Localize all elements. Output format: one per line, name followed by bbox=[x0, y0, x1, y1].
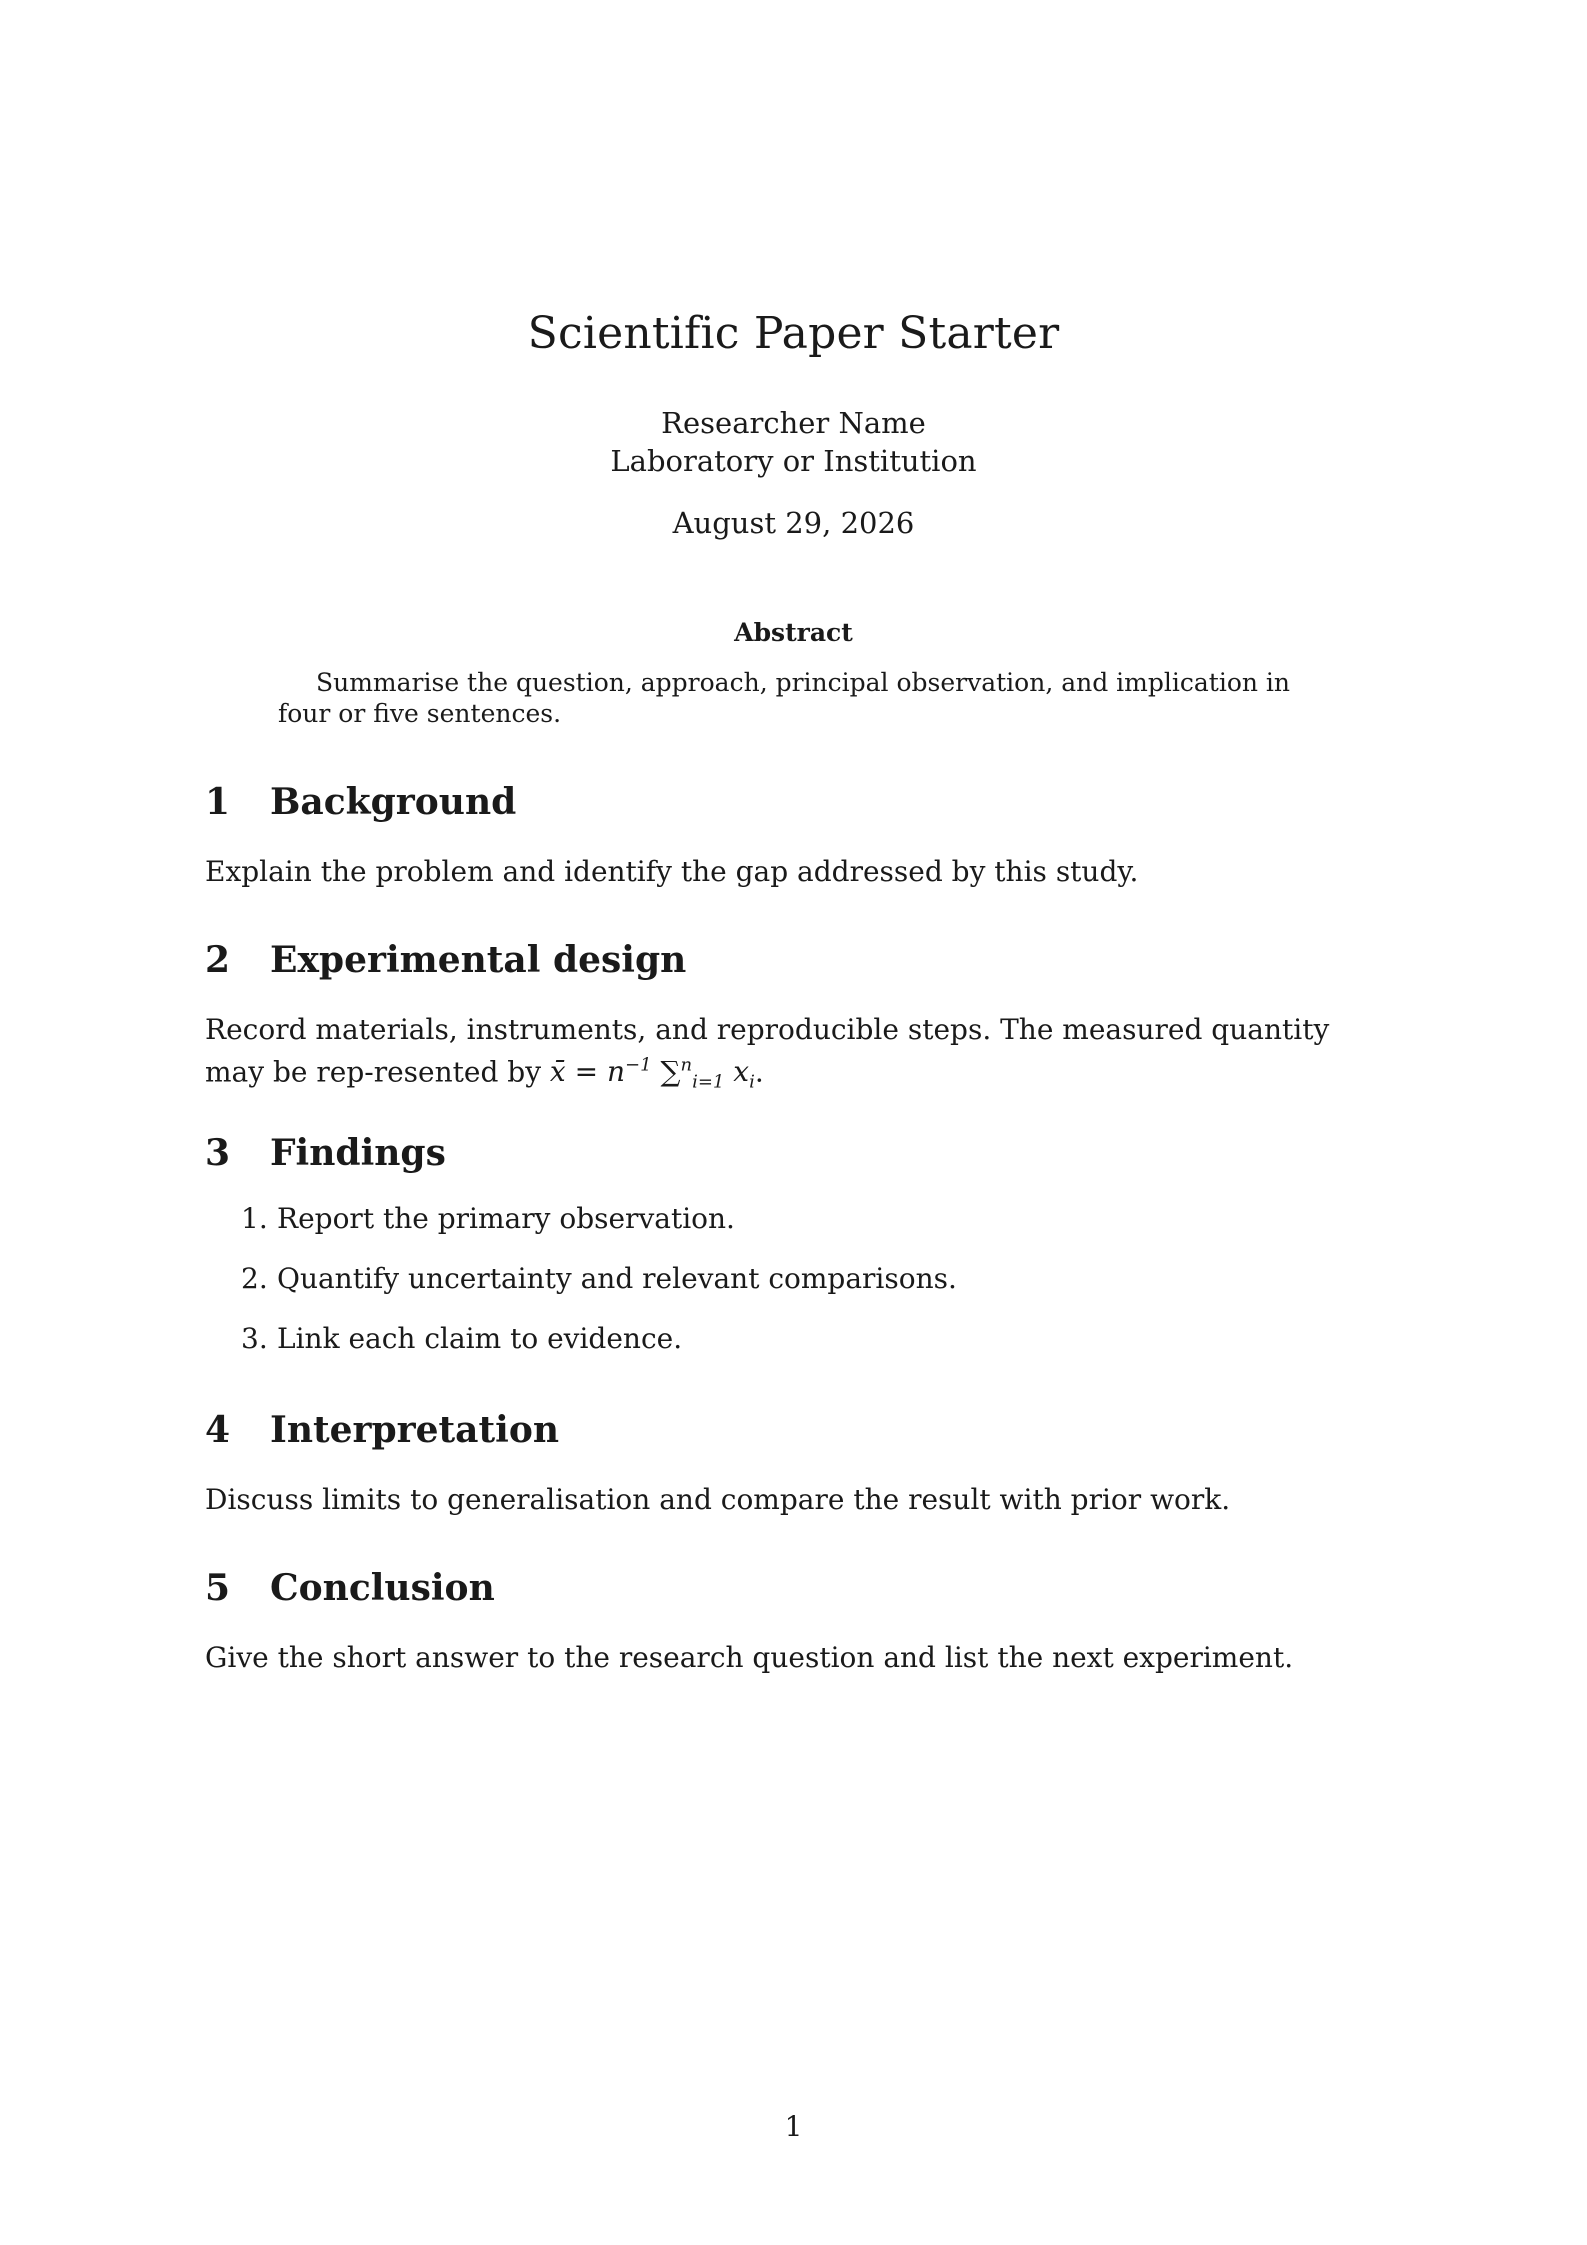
section-heading bbox=[205, 780, 1385, 824]
section-title: Background bbox=[270, 781, 517, 823]
list-item bbox=[205, 1321, 1385, 1357]
section-text: Explain the problem and identify the gap addressed by this study. bbox=[205, 855, 1139, 888]
abstract-text: Summarise the question, approach, principal observation, and implication in four or five sentences. bbox=[278, 668, 1291, 728]
page-number: 1 bbox=[784, 2110, 803, 2143]
paper-title: Scientific Paper Starter bbox=[527, 308, 1060, 359]
section-interpretation bbox=[205, 1408, 1385, 1518]
section-background bbox=[205, 780, 1385, 890]
abstract-heading: Abstract bbox=[734, 618, 853, 647]
author-block bbox=[0, 404, 1587, 480]
section-conclusion bbox=[205, 1566, 1385, 1676]
section-heading bbox=[205, 938, 1385, 982]
list-item-text: Quantify uncertainty and relevant comparisons. bbox=[277, 1262, 957, 1295]
list-item bbox=[205, 1261, 1385, 1297]
list-marker: 2. bbox=[241, 1262, 268, 1295]
section-title: Conclusion bbox=[270, 1567, 495, 1609]
section-heading bbox=[205, 1566, 1385, 1610]
section-heading bbox=[205, 1131, 1385, 1175]
section-number: 1 bbox=[205, 781, 231, 823]
section-text: Give the short answer to the research question and list the next experiment. bbox=[205, 1641, 1294, 1674]
section-number: 3 bbox=[205, 1132, 231, 1174]
list-item-text: Link each claim to evidence. bbox=[277, 1322, 683, 1355]
author-name: Researcher Name bbox=[661, 406, 926, 440]
paper-date: August 29, 2026 bbox=[672, 506, 915, 540]
section-text: Discuss limits to generalisation and compare the result with prior work. bbox=[205, 1483, 1231, 1516]
list-marker: 3. bbox=[241, 1322, 268, 1355]
findings-list bbox=[205, 1201, 1385, 1357]
section-heading bbox=[205, 1408, 1385, 1452]
section-title: Experimental design bbox=[270, 939, 687, 981]
section-experimental-design bbox=[205, 938, 1385, 1101]
section-findings bbox=[205, 1131, 1385, 1381]
section-number: 5 bbox=[205, 1567, 231, 1609]
list-marker: 1. bbox=[241, 1202, 268, 1235]
section-text: Record materials, instruments, and reproducible steps. The measured quantity may be rep-resented by x̄ = $n^{-1}$ ∑$^n_{i=1}$ $x_i$. bbox=[205, 1013, 1330, 1093]
mean-formula: x̄ = $n^{-1}$ ∑$^n_{i=1}$ $x_i$ bbox=[549, 1055, 755, 1093]
section-title: Findings bbox=[270, 1132, 446, 1174]
section-title: Interpretation bbox=[270, 1409, 560, 1451]
section-text-before-math: Record materials, instruments, and reproducible steps. The measured quantity may be rep-resented by bbox=[205, 1013, 1330, 1089]
section-number: 4 bbox=[205, 1409, 231, 1451]
list-item bbox=[205, 1201, 1385, 1237]
author-institution: Laboratory or Institution bbox=[610, 444, 977, 478]
section-number: 2 bbox=[205, 939, 231, 981]
list-item-text: Report the primary observation. bbox=[277, 1202, 735, 1235]
